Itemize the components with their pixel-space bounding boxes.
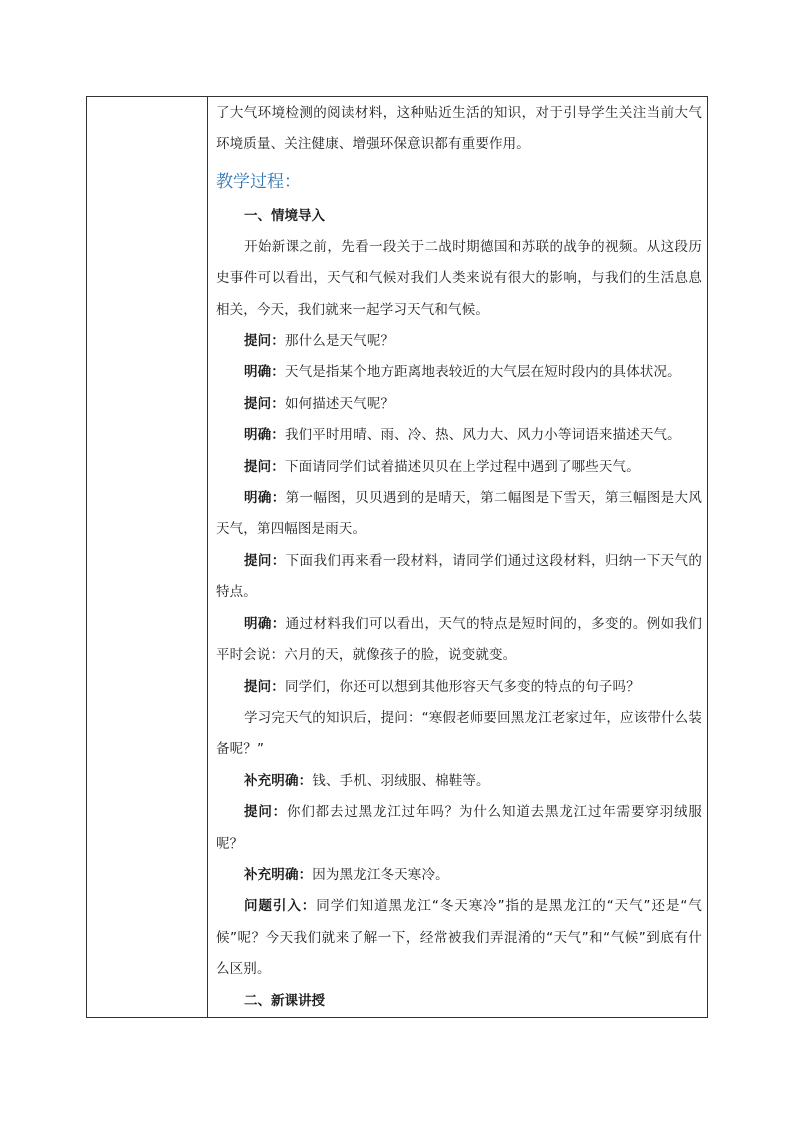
qa-label: 问题引入：	[244, 898, 317, 915]
intro-paragraph: 了大气环境检测的阅读材料，这种贴近生活的知识，对于引导学生关注当前大气环境质量、关注健康、增强环保意识都有重要作用。	[216, 105, 702, 153]
qa-label: 明确：	[244, 490, 286, 507]
qa-text: 天气是指某个地方距离地表较近的大气层在短时段内的具体状况。	[284, 364, 681, 381]
qa-label: 提问：	[244, 552, 286, 569]
qa-text: 同学们知道黑龙江“冬天寒冷”指的是黑龙江的“天气”还是“气候”呢？今天我们就来了解一下，经常被我们弄混淆的“天气”和“气候”到底有什么区别。	[216, 898, 703, 978]
qa-text: 下面请同学们试着描述贝贝在上学过程中遇到了哪些天气。	[284, 458, 640, 475]
qa-item	[216, 420, 702, 451]
lesson-table	[86, 96, 708, 1018]
qa-text: 同学们，你还可以想到其他形容天气多变的特点的句子吗？	[284, 678, 640, 695]
qa-label: 提问：	[244, 333, 285, 350]
qa-text: 下面我们再来看一段材料，请同学们通过这段材料，归纳一下天气的特点。	[216, 552, 703, 601]
qa-text: 钱、手机、羽绒服、棉鞋等。	[312, 772, 490, 789]
qa-item	[216, 357, 702, 388]
part2-title: 二、新课讲授	[244, 992, 325, 1009]
part1-title: 一、情境导入	[244, 207, 325, 224]
qa-text: 如何描述天气呢？	[284, 395, 395, 412]
qa-item	[216, 609, 702, 672]
qa-label: 明确：	[244, 615, 286, 632]
qa-label: 提问：	[244, 395, 285, 412]
qa-text: 那什么是天气呢？	[284, 333, 395, 350]
qa-item	[216, 766, 702, 797]
qa-text: 我们平时用晴、雨、冷、热、风力大、风力小等词语来描述天气。	[284, 427, 681, 444]
qa-label: 明确：	[244, 427, 285, 444]
qa-item	[216, 452, 702, 483]
qa-text: 你们都去过黑龙江过年吗？为什么知道去黑龙江过年需要穿羽绒服呢？	[216, 804, 703, 852]
qa-item	[216, 326, 702, 357]
after-weather-paragraph: 学习完天气的知识后，提问：“寒假老师要回黑龙江老家过年，应该带什么装备呢？”	[216, 709, 702, 758]
left-column-cell	[87, 97, 208, 1017]
qa-text: 第一幅图，贝贝遇到的是晴天，第二幅图是下雪天，第三幅图是大风天气，第四幅图是雨天。	[216, 490, 703, 538]
qa-item	[216, 483, 702, 546]
qa-text: 因为黑龙江冬天寒冷。	[312, 866, 449, 883]
qa-item	[216, 797, 702, 860]
content-cell	[216, 97, 702, 1017]
qa-text: 通过材料我们可以看出，天气的特点是短时间的，多变的。例如我们平时会说：六月的天，就像孩子的脸，说变就变。	[216, 615, 703, 664]
qa-item	[216, 860, 702, 891]
qa-label: 提问：	[244, 678, 285, 695]
section-title: 教学过程：	[216, 171, 301, 192]
opening-paragraph: 开始新课之前，先看一段关于二战时期德国和苏联的战争的视频。从这段历史事件可以看出，天气和气候对我们人类来说有很大的影响，与我们的生活息息相关，今天，我们就来一起学习天气和气候。	[216, 238, 702, 318]
qa-label: 提问：	[244, 458, 285, 475]
qa-item	[216, 389, 702, 420]
qa-label: 补充明确：	[244, 866, 313, 883]
qa-label: 补充明确：	[244, 772, 313, 789]
qa-item	[216, 672, 702, 703]
qa-label: 提问：	[244, 804, 288, 821]
qa-item	[216, 891, 702, 985]
qa-label: 明确：	[244, 364, 285, 381]
qa-item	[216, 546, 702, 609]
